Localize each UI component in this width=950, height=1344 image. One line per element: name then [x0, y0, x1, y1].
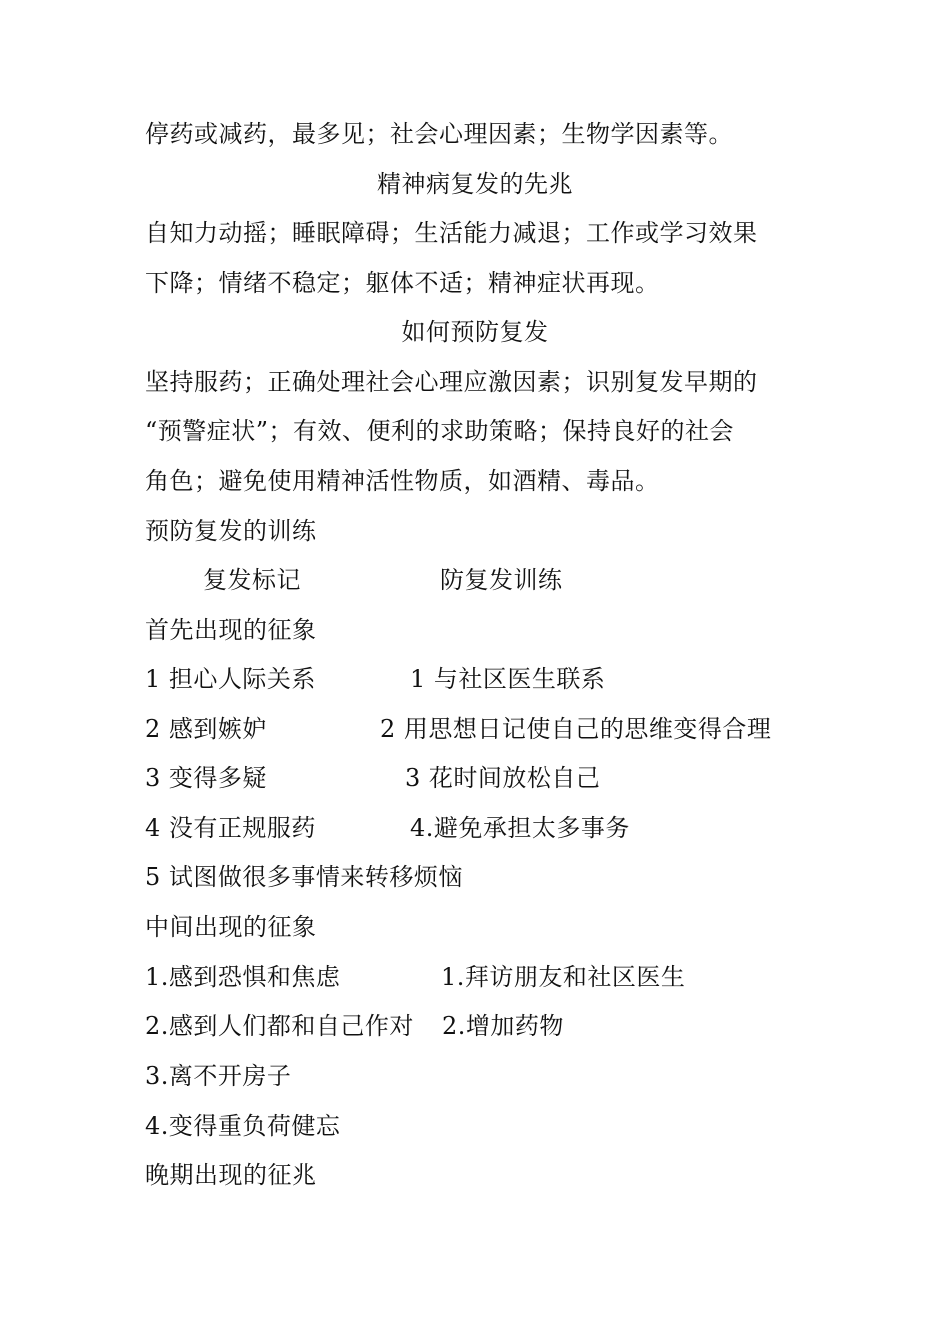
- training-cell: 1.拜访朋友和社区医生: [441, 963, 686, 991]
- training-cell: 2 用思想日记使自己的思维变得合理: [380, 715, 772, 743]
- sign-cell: 4 没有正规服药: [145, 814, 316, 842]
- sign-cell: 5 试图做很多事情来转移烦恼: [145, 863, 463, 891]
- training-cell: 1 与社区医生联系: [410, 665, 606, 693]
- sign-cell: 2 感到嫉妒: [145, 715, 267, 743]
- paragraph-prevention-line1: 坚持服药；正确处理社会心理应激因素；识别复发早期的: [145, 368, 758, 396]
- paragraph-prevention-line2: “预警症状”；有效、便利的求助策略；保持良好的社会: [145, 417, 735, 445]
- training-title: 预防复发的训练: [145, 517, 317, 545]
- sign-cell: 3 变得多疑: [145, 764, 267, 792]
- heading-prevention: 如何预防复发: [401, 318, 549, 346]
- paragraph-signs-line2: 下降；情绪不稳定；躯体不适；精神症状再现。: [145, 269, 660, 297]
- paragraph-causes: 停药或减药，最多见；社会心理因素；生物学因素等。: [145, 120, 733, 148]
- paragraph-signs-line1: 自知力动摇；睡眠障碍；生活能力减退；工作或学习效果: [145, 219, 758, 247]
- training-cell: 2.增加药物: [442, 1012, 564, 1040]
- sign-cell: 3.离不开房子: [145, 1062, 292, 1090]
- training-cell: 3 花时间放松自己: [405, 764, 601, 792]
- sign-cell: 1.感到恐惧和焦虑: [145, 963, 341, 991]
- early-signs-title: 首先出现的征象: [145, 616, 317, 644]
- paragraph-prevention-line3: 角色；避免使用精神活性物质，如酒精、毒品。: [145, 467, 660, 495]
- sign-cell: 1 担心人际关系: [145, 665, 316, 693]
- heading-relapse-signs: 精神病复发的先兆: [377, 170, 573, 198]
- column-header-signs: 复发标记: [203, 566, 301, 594]
- sign-cell: 4.变得重负荷健忘: [145, 1112, 341, 1140]
- late-signs-title: 晚期出现的征兆: [145, 1161, 317, 1189]
- training-cell: 4.避免承担太多事务: [410, 814, 630, 842]
- middle-signs-title: 中间出现的征象: [145, 913, 317, 941]
- column-header-training: 防复发训练: [440, 566, 563, 594]
- sign-cell: 2.感到人们都和自己作对: [145, 1012, 414, 1040]
